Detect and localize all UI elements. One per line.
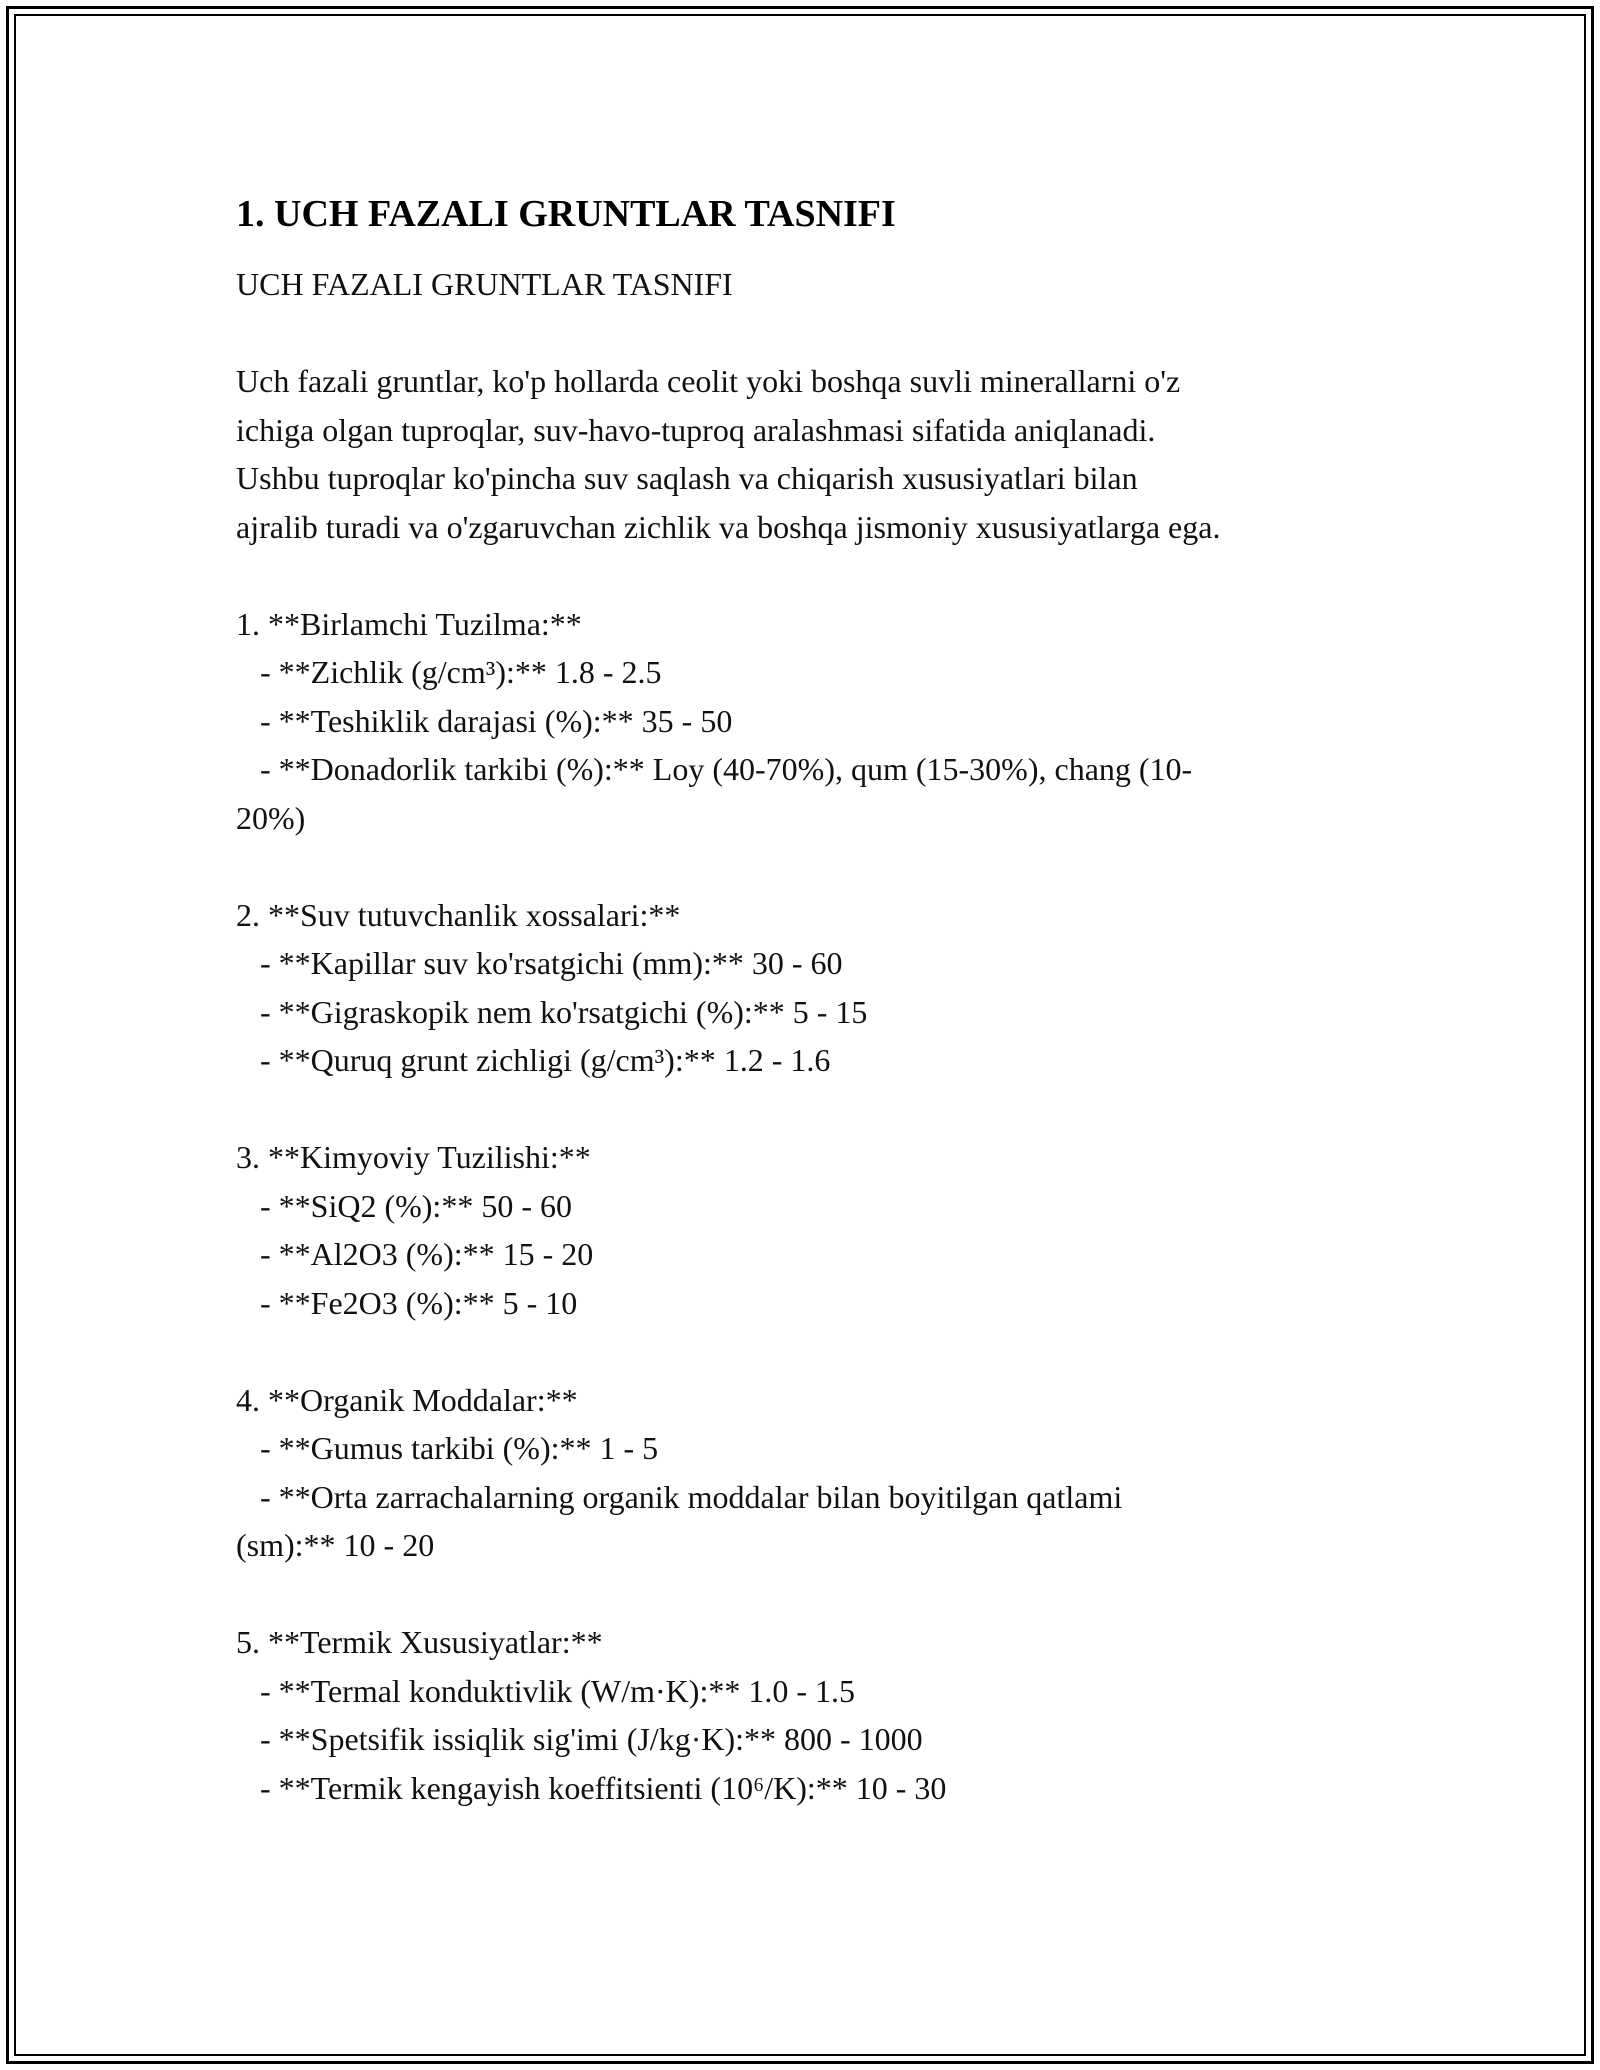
intro-paragraph: Uch fazali gruntlar, ko'p hollarda ceolit yoki boshqa suvli minerallarni o'z ichiga olgan tuproqlar, suv-havo-tuproq aralashmasi sifatida aniqlanadi. Ushbu tuproqlar ko'pincha suv saqlash va chiqarish xususiyatlari bilan ajralib turadi va o'zgaruvchan zichlik va boshqa jismoniy xususiyatlarga ega. xyxy=(236,363,1221,545)
section-kimyoviy-tuzilishi: 3. **Kimyoviy Tuzilishi:** - **SiQ2 (%):** 50 - 60 - **Al2O3 (%):** 15 - 20 - **Fe2O3 (%):** 5 - 10 xyxy=(236,1139,594,1321)
document-heading: 1. UCH FAZALI GRUNTLAR TASNIFI xyxy=(236,193,896,235)
section-organik-moddalar: 4. **Organik Moddalar:** - **Gumus tarkibi (%):** 1 - 5 - **Orta zarrachalarning organik moddalar bilan boyitilgan qatlami (sm):** 10 - 20 xyxy=(236,1381,1123,1563)
section-termik-xususiyatlar: 5. **Termik Xususiyatlar:** - **Termal konduktivlik (W/m·K):** 1.0 - 1.5 - **Spetsifik issiqlik sig'imi (J/kg·K):** 800 - 1000 - **Termik kengayish koeffitsienti (10⁶/K):** 10 - 30 xyxy=(236,1624,947,1806)
document-body xyxy=(236,190,1396,1812)
section-suv-tutuvchanlik: 2. **Suv tutuvchanlik xossalari:** - **Kapillar suv ko'rsatgichi (mm):** 30 - 60 - **Gigraskopik nem ko'rsatgichi (%):** 5 - 15 - **Quruq grunt zichligi (g/cm³):** 1.2 - 1.6 xyxy=(236,896,868,1078)
section-birlamchi-tuzilma: 1. **Birlamchi Tuzilma:** - **Zichlik (g/cm³):** 1.8 - 2.5 - **Teshiklik darajasi (%):** 35 - 50 - **Donadorlik tarkibi (%):** Loy (40-70%), qum (15-30%), chang (10- 20%) xyxy=(236,605,1193,836)
document-subtitle: UCH FAZALI GRUNTLAR TASNIFI xyxy=(236,266,733,302)
